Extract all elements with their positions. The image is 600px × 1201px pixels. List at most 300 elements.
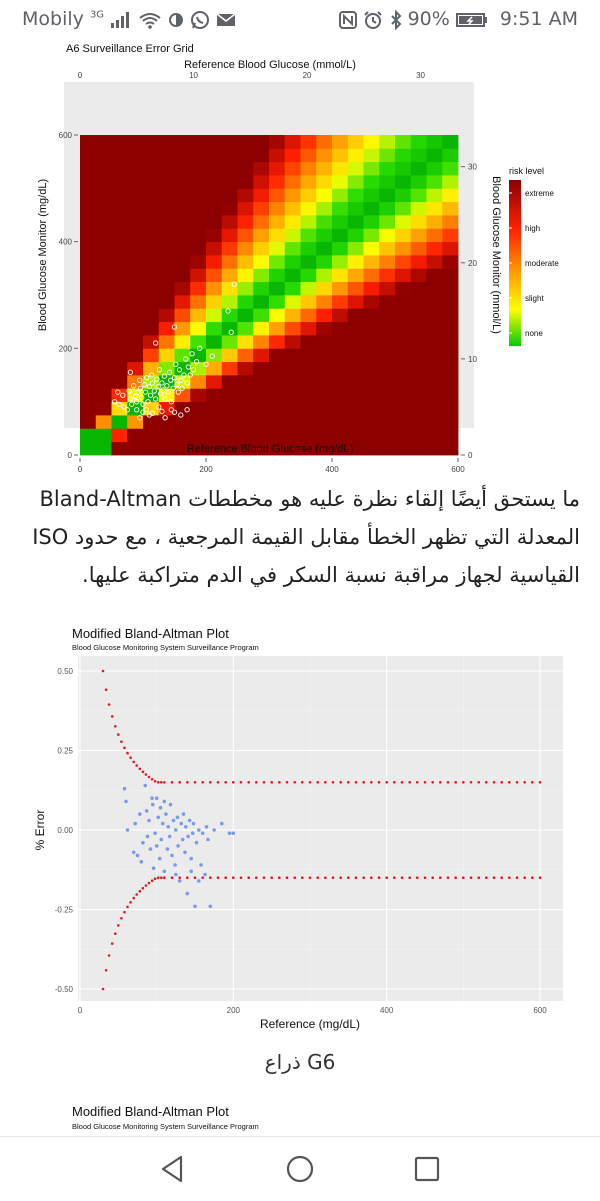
error-point: [188, 819, 192, 823]
battery-percent: 90%: [407, 8, 450, 30]
error-point: [220, 822, 224, 826]
heatmap-cell: [427, 362, 443, 376]
heatmap-cell: [411, 242, 427, 256]
heatmap-cell: [379, 375, 395, 389]
heatmap-cell: [411, 402, 427, 416]
iso-upper-dot: [301, 781, 304, 784]
heatmap-cell: [222, 228, 238, 242]
error-point: [163, 870, 167, 874]
heatmap-cell: [348, 148, 364, 162]
heatmap-cell: [364, 215, 380, 229]
iso-upper-dot: [151, 778, 154, 781]
heatmap-cell: [238, 188, 254, 202]
heatmap-cell: [80, 322, 96, 336]
iso-lower-dot: [201, 876, 204, 879]
heatmap-cell: [143, 415, 159, 429]
heatmap-cell: [395, 428, 411, 442]
heatmap-cell: [253, 215, 269, 229]
heatmap-cell: [238, 362, 254, 376]
heatmap-cell: [143, 308, 159, 322]
error-point: [146, 835, 150, 839]
heatmap-cell: [222, 188, 238, 202]
heatmap-cell: [80, 348, 96, 362]
heatmap-cell: [395, 202, 411, 216]
heatmap-cell: [332, 402, 348, 416]
heatmap-cell: [364, 362, 380, 376]
heatmap-cell: [238, 242, 254, 256]
heatmap-cell: [395, 162, 411, 176]
iso-upper-dot: [224, 781, 227, 784]
iso-lower-dot: [531, 876, 534, 879]
heatmap-cell: [96, 268, 112, 282]
y-tick-label: -0.50: [54, 985, 73, 994]
heatmap-cell: [442, 268, 458, 282]
heatmap-cell: [190, 268, 206, 282]
heatmap-cell: [222, 295, 238, 309]
heatmap-cell: [175, 135, 191, 149]
heatmap-cell: [348, 242, 364, 256]
heatmap-cell: [175, 188, 191, 202]
error-point: [151, 803, 155, 807]
heatmap-cell: [364, 162, 380, 176]
heatmap-cell: [411, 415, 427, 429]
heatmap-cell: [285, 188, 301, 202]
heatmap-cell: [190, 282, 206, 296]
heatmap-cell: [206, 282, 222, 296]
heatmap-cell: [269, 268, 285, 282]
heatmap-cell: [332, 362, 348, 376]
heatmap-cell: [269, 375, 285, 389]
heatmap-cell: [96, 415, 112, 429]
heatmap-cell: [206, 268, 222, 282]
back-button[interactable]: [155, 1151, 191, 1187]
heatmap-cell: [395, 402, 411, 416]
heatmap-cell: [190, 202, 206, 216]
iso-upper-dot: [132, 761, 135, 764]
heatmap-cell: [427, 388, 443, 402]
home-circle-icon: [288, 1157, 312, 1181]
heatmap-cell: [379, 335, 395, 349]
heatmap-cell: [379, 308, 395, 322]
y-tick-label: 0.50: [57, 667, 73, 676]
error-point: [168, 835, 172, 839]
heatmap-cell: [411, 348, 427, 362]
heatmap-cell: [222, 175, 238, 189]
heatmap-cell: [348, 268, 364, 282]
heatmap-cell: [348, 162, 364, 176]
heatmap-cell: [316, 322, 332, 336]
heatmap-cell: [364, 268, 380, 282]
iso-lower-dot: [270, 876, 273, 879]
heatmap-cell: [301, 335, 317, 349]
y-tick-label: 200: [58, 344, 72, 354]
heatmap-cell: [301, 148, 317, 162]
error-point: [191, 831, 195, 835]
heatmap-cell: [285, 242, 301, 256]
iso-lower-dot: [370, 876, 373, 879]
heatmap-cell: [348, 375, 364, 389]
heatmap-cell: [127, 308, 143, 322]
heatmap-cell: [143, 322, 159, 336]
heatmap-cell: [159, 148, 175, 162]
x-tick-label: 400: [325, 465, 339, 474]
heatmap-cell: [112, 442, 128, 456]
heatmap-cell: [222, 362, 238, 376]
heatmap-cell: [269, 282, 285, 296]
iso-upper-dot: [247, 781, 250, 784]
nfc-icon: [339, 11, 357, 29]
second-plot-subtitle: Blood Glucose Monitoring System Surveillance Program: [72, 1122, 259, 1131]
iso-upper-dot: [401, 781, 404, 784]
heatmap-cell: [222, 215, 238, 229]
x-tick-label: 600: [451, 465, 465, 474]
iso-lower-dot: [362, 876, 365, 879]
heatmap-cell: [285, 255, 301, 269]
heatmap-cell: [316, 335, 332, 349]
heatmap-cell: [379, 415, 395, 429]
heatmap-cell: [80, 228, 96, 242]
heatmap-cell: [238, 308, 254, 322]
second-bland-altman-figure: [0, 1100, 600, 1140]
error-point: [145, 809, 149, 813]
heatmap-cell: [348, 135, 364, 149]
heatmap-cell: [395, 188, 411, 202]
heatmap-cell: [112, 282, 128, 296]
iso-lower-dot: [102, 988, 105, 991]
heatmap-cell: [332, 415, 348, 429]
iso-upper-dot: [454, 781, 457, 784]
heatmap-cell: [442, 415, 458, 429]
error-point: [153, 831, 157, 835]
heatmap-cell: [127, 148, 143, 162]
heatmap-cell: [301, 428, 317, 442]
iso-upper-dot: [160, 781, 163, 784]
heatmap-cell: [364, 322, 380, 336]
heatmap-cell: [112, 135, 128, 149]
heatmap-cell: [364, 202, 380, 216]
heatmap-cell: [427, 402, 443, 416]
home-button[interactable]: [282, 1151, 318, 1187]
heatmap-cell: [269, 388, 285, 402]
error-point: [160, 838, 164, 842]
error-point: [189, 857, 193, 861]
iso-upper-dot: [142, 771, 145, 774]
iso-lower-dot: [500, 876, 503, 879]
heatmap-cell: [96, 162, 112, 176]
heatmap-cell: [80, 295, 96, 309]
heatmap-cell: [364, 388, 380, 402]
heatmap-cell: [285, 202, 301, 216]
iso-upper-dot: [135, 764, 138, 767]
error-point: [152, 866, 156, 870]
heatmap-cell: [127, 348, 143, 362]
heatmap-cell: [80, 335, 96, 349]
heatmap-cell: [159, 228, 175, 242]
heatmap-cell: [269, 348, 285, 362]
heatmap-cell: [112, 148, 128, 162]
error-point: [138, 812, 142, 816]
heatmap-cell: [253, 388, 269, 402]
heatmap-cell: [222, 162, 238, 176]
heatmap-cell: [285, 388, 301, 402]
heatmap-cell: [238, 215, 254, 229]
heatmap-cell: [301, 322, 317, 336]
heatmap-cell: [348, 415, 364, 429]
heatmap-cell: [127, 428, 143, 442]
heatmap-cell: [285, 335, 301, 349]
heatmap-cell: [316, 162, 332, 176]
heatmap-cell: [112, 322, 128, 336]
iso-lower-dot: [332, 876, 335, 879]
heatmap-cell: [442, 442, 458, 456]
iso-lower-dot: [454, 876, 457, 879]
iso-upper-dot: [171, 781, 174, 784]
top-tick-label: 20: [302, 71, 312, 80]
heatmap-cell: [175, 215, 191, 229]
heatmap-cell: [301, 388, 317, 402]
iso-lower-dot: [163, 876, 166, 879]
heatmap-cell: [442, 375, 458, 389]
recents-square-icon: [416, 1158, 438, 1180]
heatmap-cell: [301, 188, 317, 202]
heatmap-cell: [427, 188, 443, 202]
error-point: [124, 800, 128, 804]
heatmap-cell: [411, 388, 427, 402]
iso-upper-dot: [339, 781, 342, 784]
heatmap-cell: [442, 135, 458, 149]
heatmap-cell: [301, 348, 317, 362]
heatmap-cell: [427, 308, 443, 322]
error-point: [195, 841, 199, 845]
heatmap-cell: [332, 242, 348, 256]
iso-lower-dot: [108, 954, 111, 957]
heatmap-cell: [285, 228, 301, 242]
heatmap-cell: [253, 242, 269, 256]
heatmap-cell: [253, 228, 269, 242]
heatmap-cell: [348, 428, 364, 442]
heatmap-cell: [238, 335, 254, 349]
heatmap-cell: [238, 322, 254, 336]
iso-upper-dot: [378, 781, 381, 784]
heatmap-cell: [80, 375, 96, 389]
iso-upper-dot: [462, 781, 465, 784]
heatmap-cell: [96, 295, 112, 309]
error-point: [133, 822, 137, 826]
iso-upper-dot: [362, 781, 365, 784]
navigation-bar: [0, 1136, 600, 1201]
heatmap-cell: [159, 242, 175, 256]
heatmap-cell: [316, 308, 332, 322]
heatmap-cell: [143, 348, 159, 362]
heatmap-cell: [332, 295, 348, 309]
heatmap-cell: [96, 148, 112, 162]
heatmap-cell: [80, 188, 96, 202]
heatmap-cell: [238, 162, 254, 176]
iso-lower-dot: [293, 876, 296, 879]
iso-upper-dot: [102, 670, 105, 673]
heatmap-cell: [222, 268, 238, 282]
heatmap-cell: [143, 202, 159, 216]
heatmap-cell: [316, 242, 332, 256]
heatmap-cell: [379, 255, 395, 269]
heatmap-cell: [159, 268, 175, 282]
heatmap-cell: [364, 255, 380, 269]
iso-upper-dot: [500, 781, 503, 784]
heatmap-cell: [190, 215, 206, 229]
heatmap-cell: [269, 188, 285, 202]
heatmap-cell: [395, 228, 411, 242]
heatmap-cell: [364, 375, 380, 389]
heatmap-cell: [127, 282, 143, 296]
error-grid-chart: [0, 40, 600, 474]
heatmap-cell: [395, 255, 411, 269]
heatmap-cell: [395, 362, 411, 376]
iso-lower-dot: [408, 876, 411, 879]
heatmap-cell: [285, 308, 301, 322]
heatmap-cell: [190, 428, 206, 442]
heatmap-cell: [395, 268, 411, 282]
heatmap-cell: [348, 362, 364, 376]
status-left: [22, 8, 236, 30]
error-point: [228, 831, 232, 835]
mail-icon: [216, 12, 236, 28]
heatmap-cell: [285, 268, 301, 282]
iso-lower-dot: [539, 876, 542, 879]
heatmap-cell: [127, 162, 143, 176]
heatmap-cell: [442, 388, 458, 402]
heatmap-cell: [206, 428, 222, 442]
iso-lower-dot: [105, 969, 108, 972]
iso-upper-dot: [309, 781, 312, 784]
right-tick-label: 0: [468, 451, 473, 460]
heatmap-cell: [332, 388, 348, 402]
heatmap-cell: [112, 228, 128, 242]
heatmap-cell: [96, 322, 112, 336]
heatmap-cell: [206, 322, 222, 336]
heatmap-cell: [427, 135, 443, 149]
heatmap-cell: [332, 215, 348, 229]
heatmap-cell: [348, 282, 364, 296]
heatmap-cell: [442, 295, 458, 309]
iso-upper-dot: [145, 773, 148, 776]
heatmap-cell: [269, 175, 285, 189]
heatmap-cell: [127, 255, 143, 269]
heatmap-cell: [222, 375, 238, 389]
heatmap-cell: [301, 402, 317, 416]
right-axis-label: Blood Glucose Monitor (mmol/L): [490, 176, 502, 334]
heatmap-cell: [96, 242, 112, 256]
iso-upper-dot: [516, 781, 519, 784]
heatmap-cell: [80, 215, 96, 229]
heatmap-cell: [427, 322, 443, 336]
heatmap-cell: [96, 335, 112, 349]
iso-upper-dot: [217, 781, 220, 784]
iso-lower-dot: [142, 887, 145, 890]
y-tick-label: 0: [67, 451, 72, 460]
heatmap-cell: [253, 202, 269, 216]
heatmap-cell: [332, 175, 348, 189]
heatmap-cell: [80, 242, 96, 256]
iso-lower-dot: [171, 876, 174, 879]
heatmap-cell: [332, 335, 348, 349]
iso-upper-dot: [408, 781, 411, 784]
heatmap-cell: [332, 308, 348, 322]
network-type: 3G: [89, 9, 105, 21]
heatmap-cell: [175, 162, 191, 176]
error-point: [141, 841, 145, 845]
heatmap-cell: [159, 175, 175, 189]
heatmap-cell: [238, 135, 254, 149]
error-point: [186, 892, 190, 896]
heatmap-cell: [316, 415, 332, 429]
heatmap-cell: [301, 362, 317, 376]
iso-upper-dot: [209, 781, 212, 784]
heatmap-cell: [238, 148, 254, 162]
heatmap-cell: [206, 188, 222, 202]
heatmap-cell: [222, 388, 238, 402]
iso-upper-dot: [126, 752, 129, 755]
heatmap-cell: [175, 322, 191, 336]
iso-lower-dot: [378, 876, 381, 879]
heatmap-cell: [285, 348, 301, 362]
heatmap-cell: [301, 255, 317, 269]
heatmap-cell: [427, 282, 443, 296]
recents-button[interactable]: [409, 1151, 445, 1187]
x-axis-label: Reference (mg/dL): [259, 1017, 361, 1031]
iso-lower-dot: [123, 911, 126, 914]
heatmap-cell: [332, 188, 348, 202]
heatmap-cell: [112, 295, 128, 309]
heatmap-cell: [143, 255, 159, 269]
iso-lower-dot: [255, 876, 258, 879]
heatmap-cell: [238, 402, 254, 416]
heatmap-cell: [206, 375, 222, 389]
heatmap-cell: [427, 348, 443, 362]
heatmap-cell: [253, 268, 269, 282]
heatmap-cell: [96, 442, 112, 456]
heatmap-cell: [143, 175, 159, 189]
heatmap-cell: [238, 415, 254, 429]
heatmap-cell: [190, 162, 206, 176]
iso-lower-dot: [447, 876, 450, 879]
iso-lower-dot: [462, 876, 465, 879]
heatmap-cell: [379, 348, 395, 362]
error-point: [136, 854, 140, 858]
heatmap-cell: [442, 202, 458, 216]
iso-upper-dot: [139, 768, 142, 771]
heatmap-cell: [80, 442, 96, 456]
heatmap-cell: [269, 322, 285, 336]
heatmap-cell: [96, 202, 112, 216]
iso-upper-dot: [477, 781, 480, 784]
heatmap-cell: [96, 428, 112, 442]
article-paragraph: ما يستحق أيضًا إلقاء نظرة عليه هو مخططات Bland-Altman المعدلة التي تظهر الخطأ مقابل القيمة المرجعية ، مع حدود ISO القياسية لجهاز مراقبة نسبة السكر في الدم متراكبة عليها.: [32, 487, 580, 587]
heatmap-cell: [143, 268, 159, 282]
heatmap-cell: [301, 268, 317, 282]
iso-upper-dot: [316, 781, 319, 784]
heatmap-cell: [143, 215, 159, 229]
heatmap-cell: [427, 335, 443, 349]
heatmap-cell: [253, 322, 269, 336]
heatmap-cell: [112, 375, 128, 389]
heatmap-cell: [96, 348, 112, 362]
error-point: [159, 806, 163, 810]
heatmap-cell: [348, 388, 364, 402]
heatmap-cell: [269, 228, 285, 242]
heatmap-cell: [159, 295, 175, 309]
heatmap-cell: [442, 348, 458, 362]
heatmap-cell: [332, 282, 348, 296]
